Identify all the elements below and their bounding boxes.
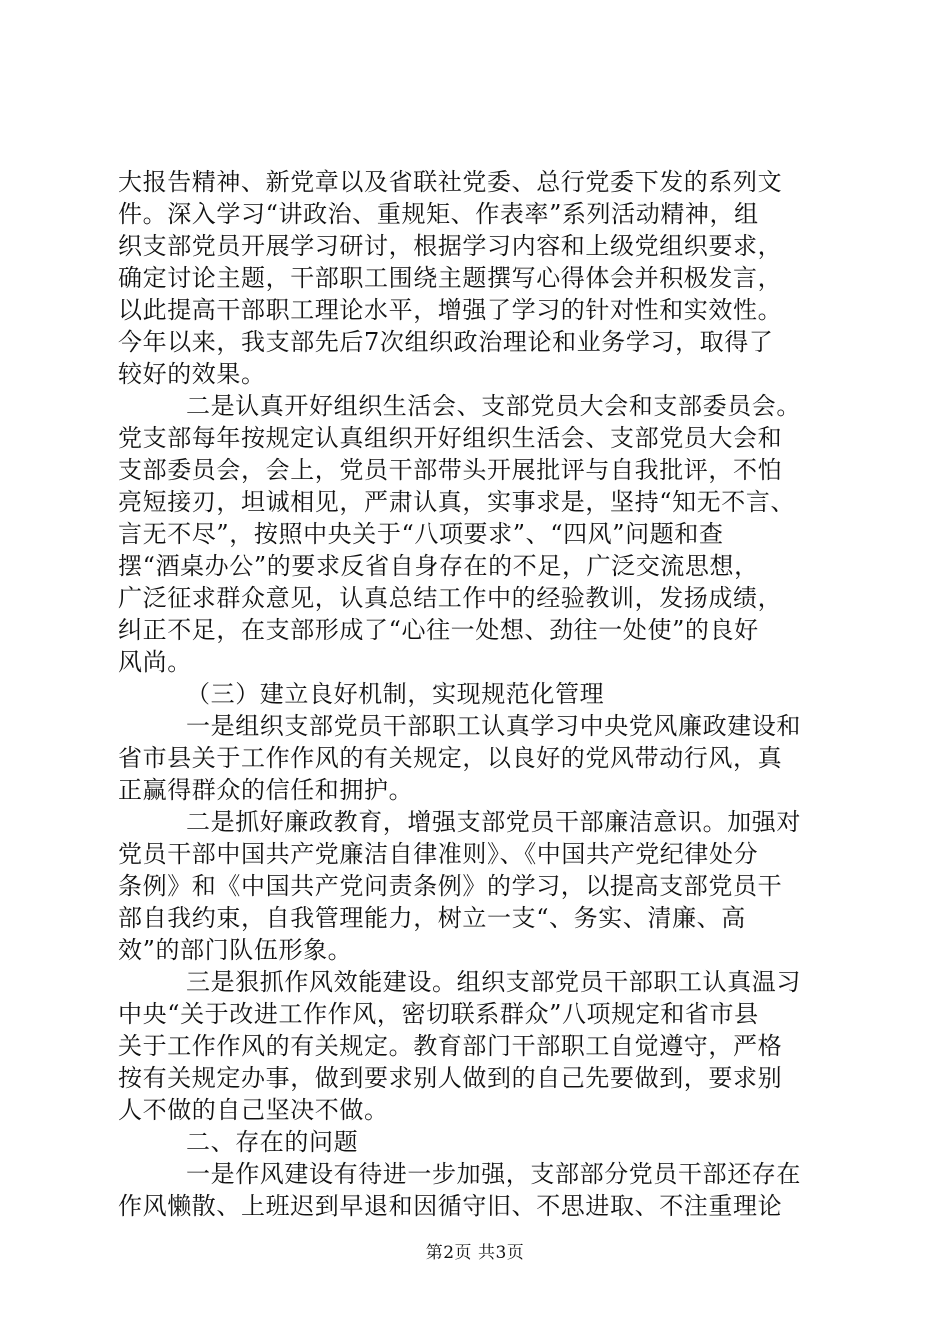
paragraph-first-line: （三）建立良好机制，实现规范化管理	[186, 680, 605, 708]
text-line: 言无不尽”，按照中央关于“八项要求”、“四风”问题和查	[118, 520, 724, 548]
text-line: 人不做的自己坚决不做。	[118, 1096, 389, 1124]
text-line: 广泛征求群众意见，认真总结工作中的经验教训，发扬成绩，	[118, 584, 783, 612]
paragraph-first-line: 一是组织支部党员干部职工认真学习中央党风廉政建设和	[186, 712, 801, 740]
text-line: 支部委员会，会上，党员干部带头开展批评与自我批评，不怕	[118, 456, 783, 484]
text-line: 作风懒散、上班迟到早退和因循守旧、不思进取、不注重理论	[118, 1192, 783, 1220]
text-line: 党支部每年按规定认真组织开好组织生活会、支部党员大会和	[118, 424, 783, 452]
text-line: 党员干部中国共产党廉洁自律准则》、《中国共产党纪律处分	[118, 840, 759, 868]
paragraph-first-line: 二是认真开好组织生活会、支部党员大会和支部委员会。	[186, 392, 801, 420]
paragraph-first-line: 三是狠抓作风效能建设。组织支部党员干部职工认真温习	[186, 968, 801, 996]
text-line: 条例》和《中国共产党问责条例》的学习，以提高支部党员干	[118, 872, 783, 900]
text-line: 件。深入学习“讲政治、重规矩、作表率”系列活动精神，组	[118, 200, 759, 228]
text-line: 效”的部门队伍形象。	[118, 936, 353, 964]
text-line: 以此提高干部职工理论水平，增强了学习的针对性和实效性。	[118, 296, 783, 324]
text-line: 大报告精神、新党章以及省联社党委、总行党委下发的系列文	[118, 168, 783, 196]
text-line: 部自我约束，自我管理能力，树立一支“、务实、清廉、高	[118, 904, 746, 932]
paragraph-first-line: 二、存在的问题	[186, 1128, 359, 1156]
document-body	[118, 166, 838, 1222]
text-line: 风尚。	[118, 648, 192, 676]
text-line: 省市县关于工作作风的有关规定，以良好的党风带动行风，真	[118, 744, 783, 772]
page-footer: 第2页 共3页	[425, 1243, 525, 1263]
paragraph-first-line: 二是抓好廉政教育，增强支部党员干部廉洁意识。加强对	[186, 808, 801, 836]
text-line: 织支部党员开展学习研讨，根据学习内容和上级党组织要求，	[118, 232, 783, 260]
paragraph-first-line: 一是作风建设有待进一步加强，支部部分党员干部还存在	[186, 1160, 801, 1188]
text-line: 确定讨论主题，干部职工围绕主题撰写心得体会并积极发言，	[118, 264, 783, 292]
text-line: 摆“酒桌办公”的要求反省自身存在的不足，广泛交流思想，	[118, 552, 759, 580]
text-line: 今年以来，我支部先后7次组织政治理论和业务学习，取得了	[118, 328, 774, 356]
text-line: 亮短接刃，坦诚相见，严肃认真，实事求是，坚持“知无不言、	[118, 488, 796, 516]
text-line: 中央“关于改进工作作风，密切联系群众”八项规定和省市县	[118, 1000, 759, 1028]
text-line: 关于工作作风的有关规定。教育部门干部职工自觉遵守，严格	[118, 1032, 783, 1060]
text-line: 较好的效果。	[118, 360, 266, 388]
text-line: 按有关规定办事，做到要求别人做到的自己先要做到，要求别	[118, 1064, 783, 1092]
text-line: 纠正不足，在支部形成了“心往一处想、劲往一处使”的良好	[118, 616, 759, 644]
text-line: 正赢得群众的信任和拥护。	[118, 776, 414, 804]
